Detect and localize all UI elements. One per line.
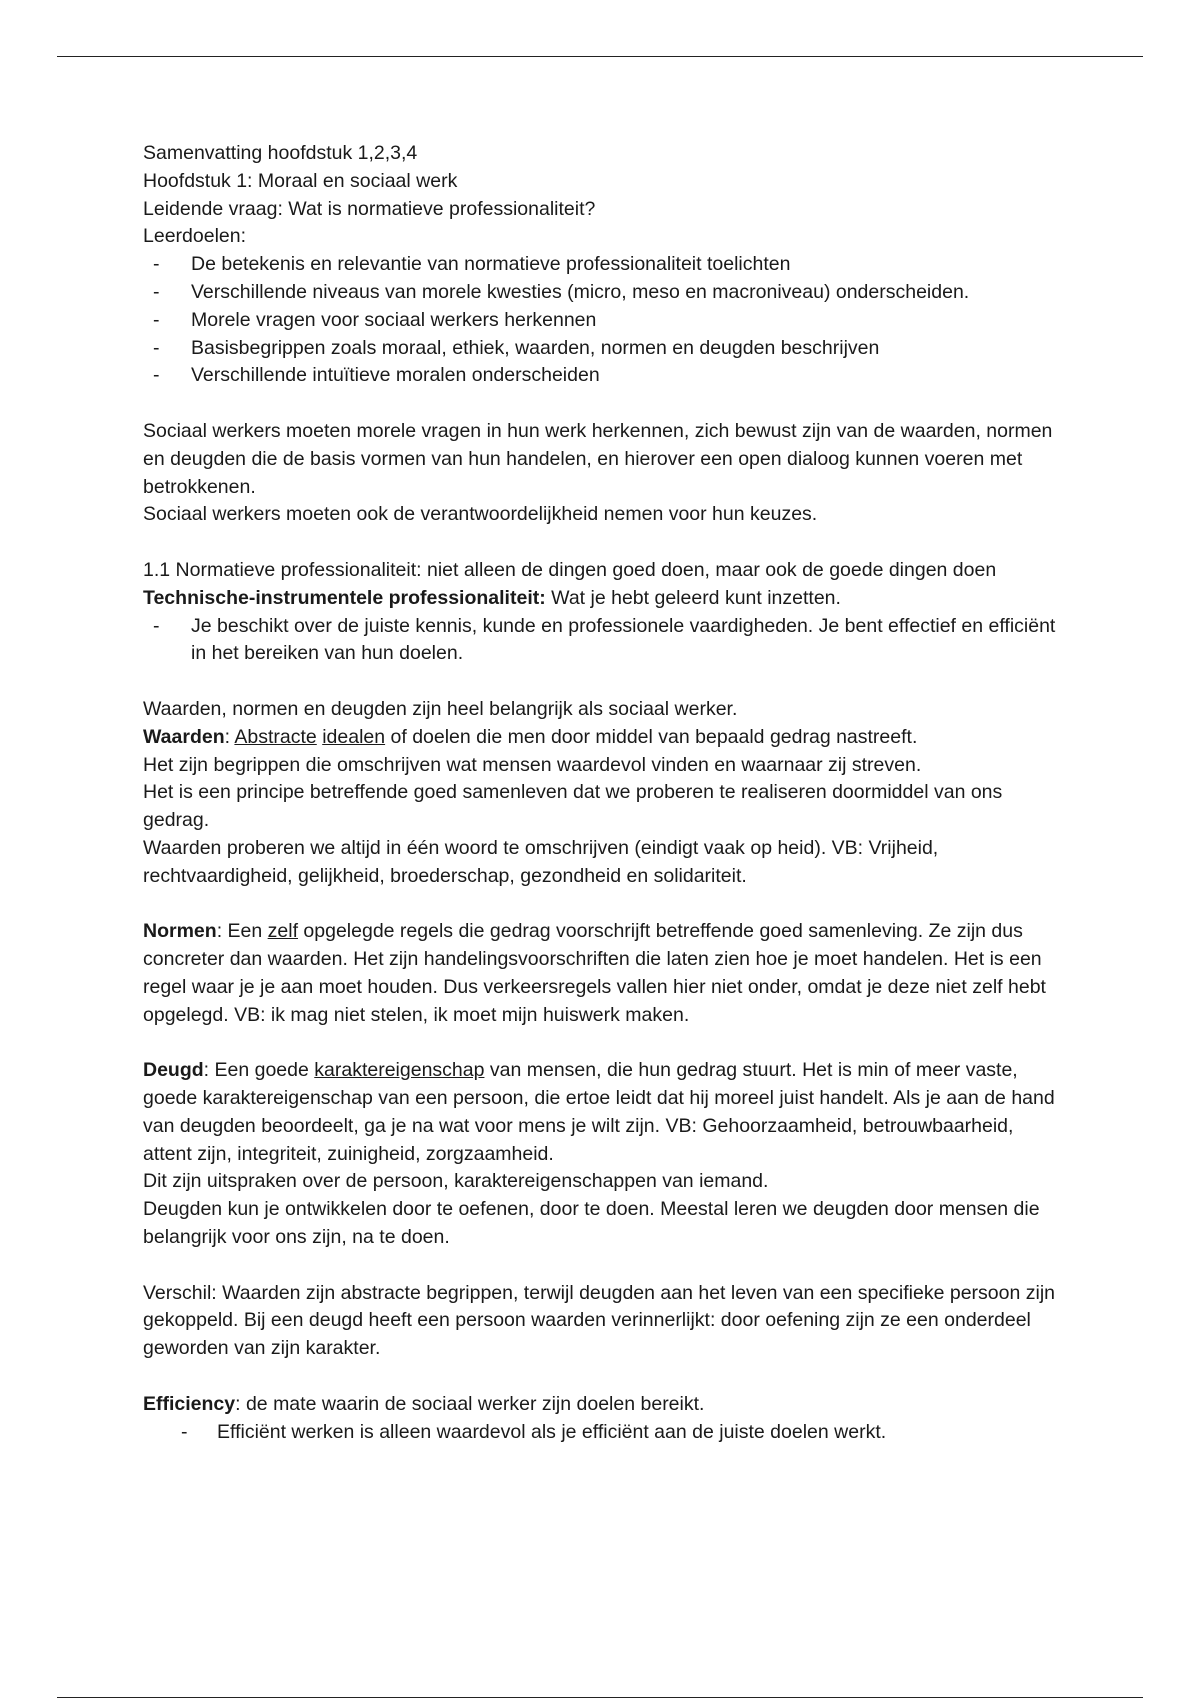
footer-rule [57,1697,1143,1698]
document-title: Samenvatting hoofdstuk 1,2,3,4 [143,142,418,164]
efficiency-list [143,1419,1063,1447]
section-heading-1-1: 1.1 Normatieve professionaliteit: niet alleen de dingen goed doen, maar ook de goede dingen doen [143,558,997,581]
goals-heading: Leerdoelen: [143,225,247,248]
header-rule [57,56,1143,57]
underlined-word: idealen [322,725,386,748]
technical-bullet: - Je beschikt over de juiste kennis, kunde en professionele vaardigheden. Je bent effectief en efficiënt in het bereiken van hun doelen. [143,613,1063,669]
efficiency-definition: Efficiency: de mate waarin de sociaal werker zijn doelen bereikt. [143,1392,705,1415]
values-line: Waarden proberen we altijd in één woord te omschrijven (eindigt vaak op heid). VB: Vrijheid, rechtvaardigheid, gelijkheid, broederschap, gezondheid en solidariteit. [143,836,939,887]
efficiency-term: Efficiency [143,1392,236,1415]
values-definition: Waarden: Abstracte idealen of doelen die men door middel van bepaald gedrag nastreeft. [143,725,918,748]
goal-item: - Verschillende intuïtieve moralen onderscheiden [143,362,1063,390]
goal-item: - Morele vragen voor sociaal werkers herkennen [143,307,1063,335]
norms-definition: Normen: Een zelf opgelegde regels die gedrag voorschrijft betreffende goed samenleving. Ze zijn dus concreter dan waarden. Het zijn handelingsvoorschriften die laten zien hoe je moet handelen. Het is een regel waar je je aan moet houden. Dus verkeersregels vallen hier niet onder, omdat je deze niet zelf hebt opgelegd. VB: ik mag niet stelen, ik moet mijn huiswerk maken. [143,920,1046,1026]
virtue-definition: Deugd: Een goede karaktereigenschap van mensen, die hun gedrag stuurt. Het is min of meer vaste, goede karaktereigenschap van een persoon, die ertoe leidt dat hij moreel juist handelt. Als je aan de hand van deugden beoordeelt, ga je na wat voor mens je wilt zijn. VB: Gehoorzaamheid, betrouwbaarheid, attent zijn, integriteit, zuinigheid, zorgzaamheid. [143,1059,1055,1165]
goal-item: - Verschillende niveaus van morele kwesties (micro, meso en macroniveau) onderscheiden. [143,279,1063,307]
values-line: Het zijn begrippen die omschrijven wat mensen waardevol vinden en waarnaar zij streven. [143,753,922,776]
difference-paragraph: Verschil: Waarden zijn abstracte begrippen, terwijl deugden aan het leven van een specifieke persoon zijn gekoppeld. Bij een deugd heeft een persoon waarden verinnerlijkt: door oefening zijn ze een onderdeel geworden van zijn karakter. [143,1281,1055,1360]
intro-paragraph: Sociaal werkers moeten morele vragen in hun werk herkennen, zich bewust zijn van de waarden, normen en deugden die de basis vormen van hun handelen, en hierover een open dialoog kunnen voeren met betrokkenen. [143,419,1053,498]
norms-term: Normen [143,920,217,943]
values-intro: Waarden, normen en deugden zijn heel belangrijk als sociaal werker. [143,697,738,720]
technical-definition [143,585,1063,613]
virtue-line: Dit zijn uitspraken over de persoon, karaktereigenschappen van iemand. [143,1170,769,1193]
chapter-heading: Hoofdstuk 1: Moraal en sociaal werk [143,169,458,192]
underlined-word: zelf [267,920,298,943]
underlined-word: karaktereigenschap [314,1059,485,1082]
goal-item: - De betekenis en relevantie van normatieve professionaliteit toelichten [143,251,1063,279]
efficiency-bullet: - Efficiënt werken is alleen waardevol als je efficiënt aan de juiste doelen werkt. [143,1419,1063,1447]
technical-list [143,613,1063,669]
values-term: Waarden [143,725,225,748]
technical-term: Technische-instrumentele professionaliteit: [143,586,546,609]
goal-item: - Basisbegrippen zoals moraal, ethiek, waarden, normen en deugden beschrijven [143,335,1063,363]
virtue-line: Deugden kun je ontwikkelen door te oefenen, door te doen. Meestal leren we deugden door mensen die belangrijk voor ons zijn, na te doen. [143,1198,1040,1249]
virtue-term: Deugd [143,1059,204,1082]
goals-list [143,251,1063,390]
underlined-word: Abstracte [234,725,317,748]
values-line: Het is een principe betreffende goed samenleven dat we proberen te realiseren doormiddel van ons gedrag. [143,781,1003,832]
intro-paragraph-2: Sociaal werkers moeten ook de verantwoordelijkheid nemen voor hun keuzes. [143,503,818,526]
guiding-question: Leidende vraag: Wat is normatieve professionaliteit? [143,197,596,220]
technical-text: Wat je hebt geleerd kunt inzetten. [545,586,841,609]
document-body [143,140,1063,1446]
